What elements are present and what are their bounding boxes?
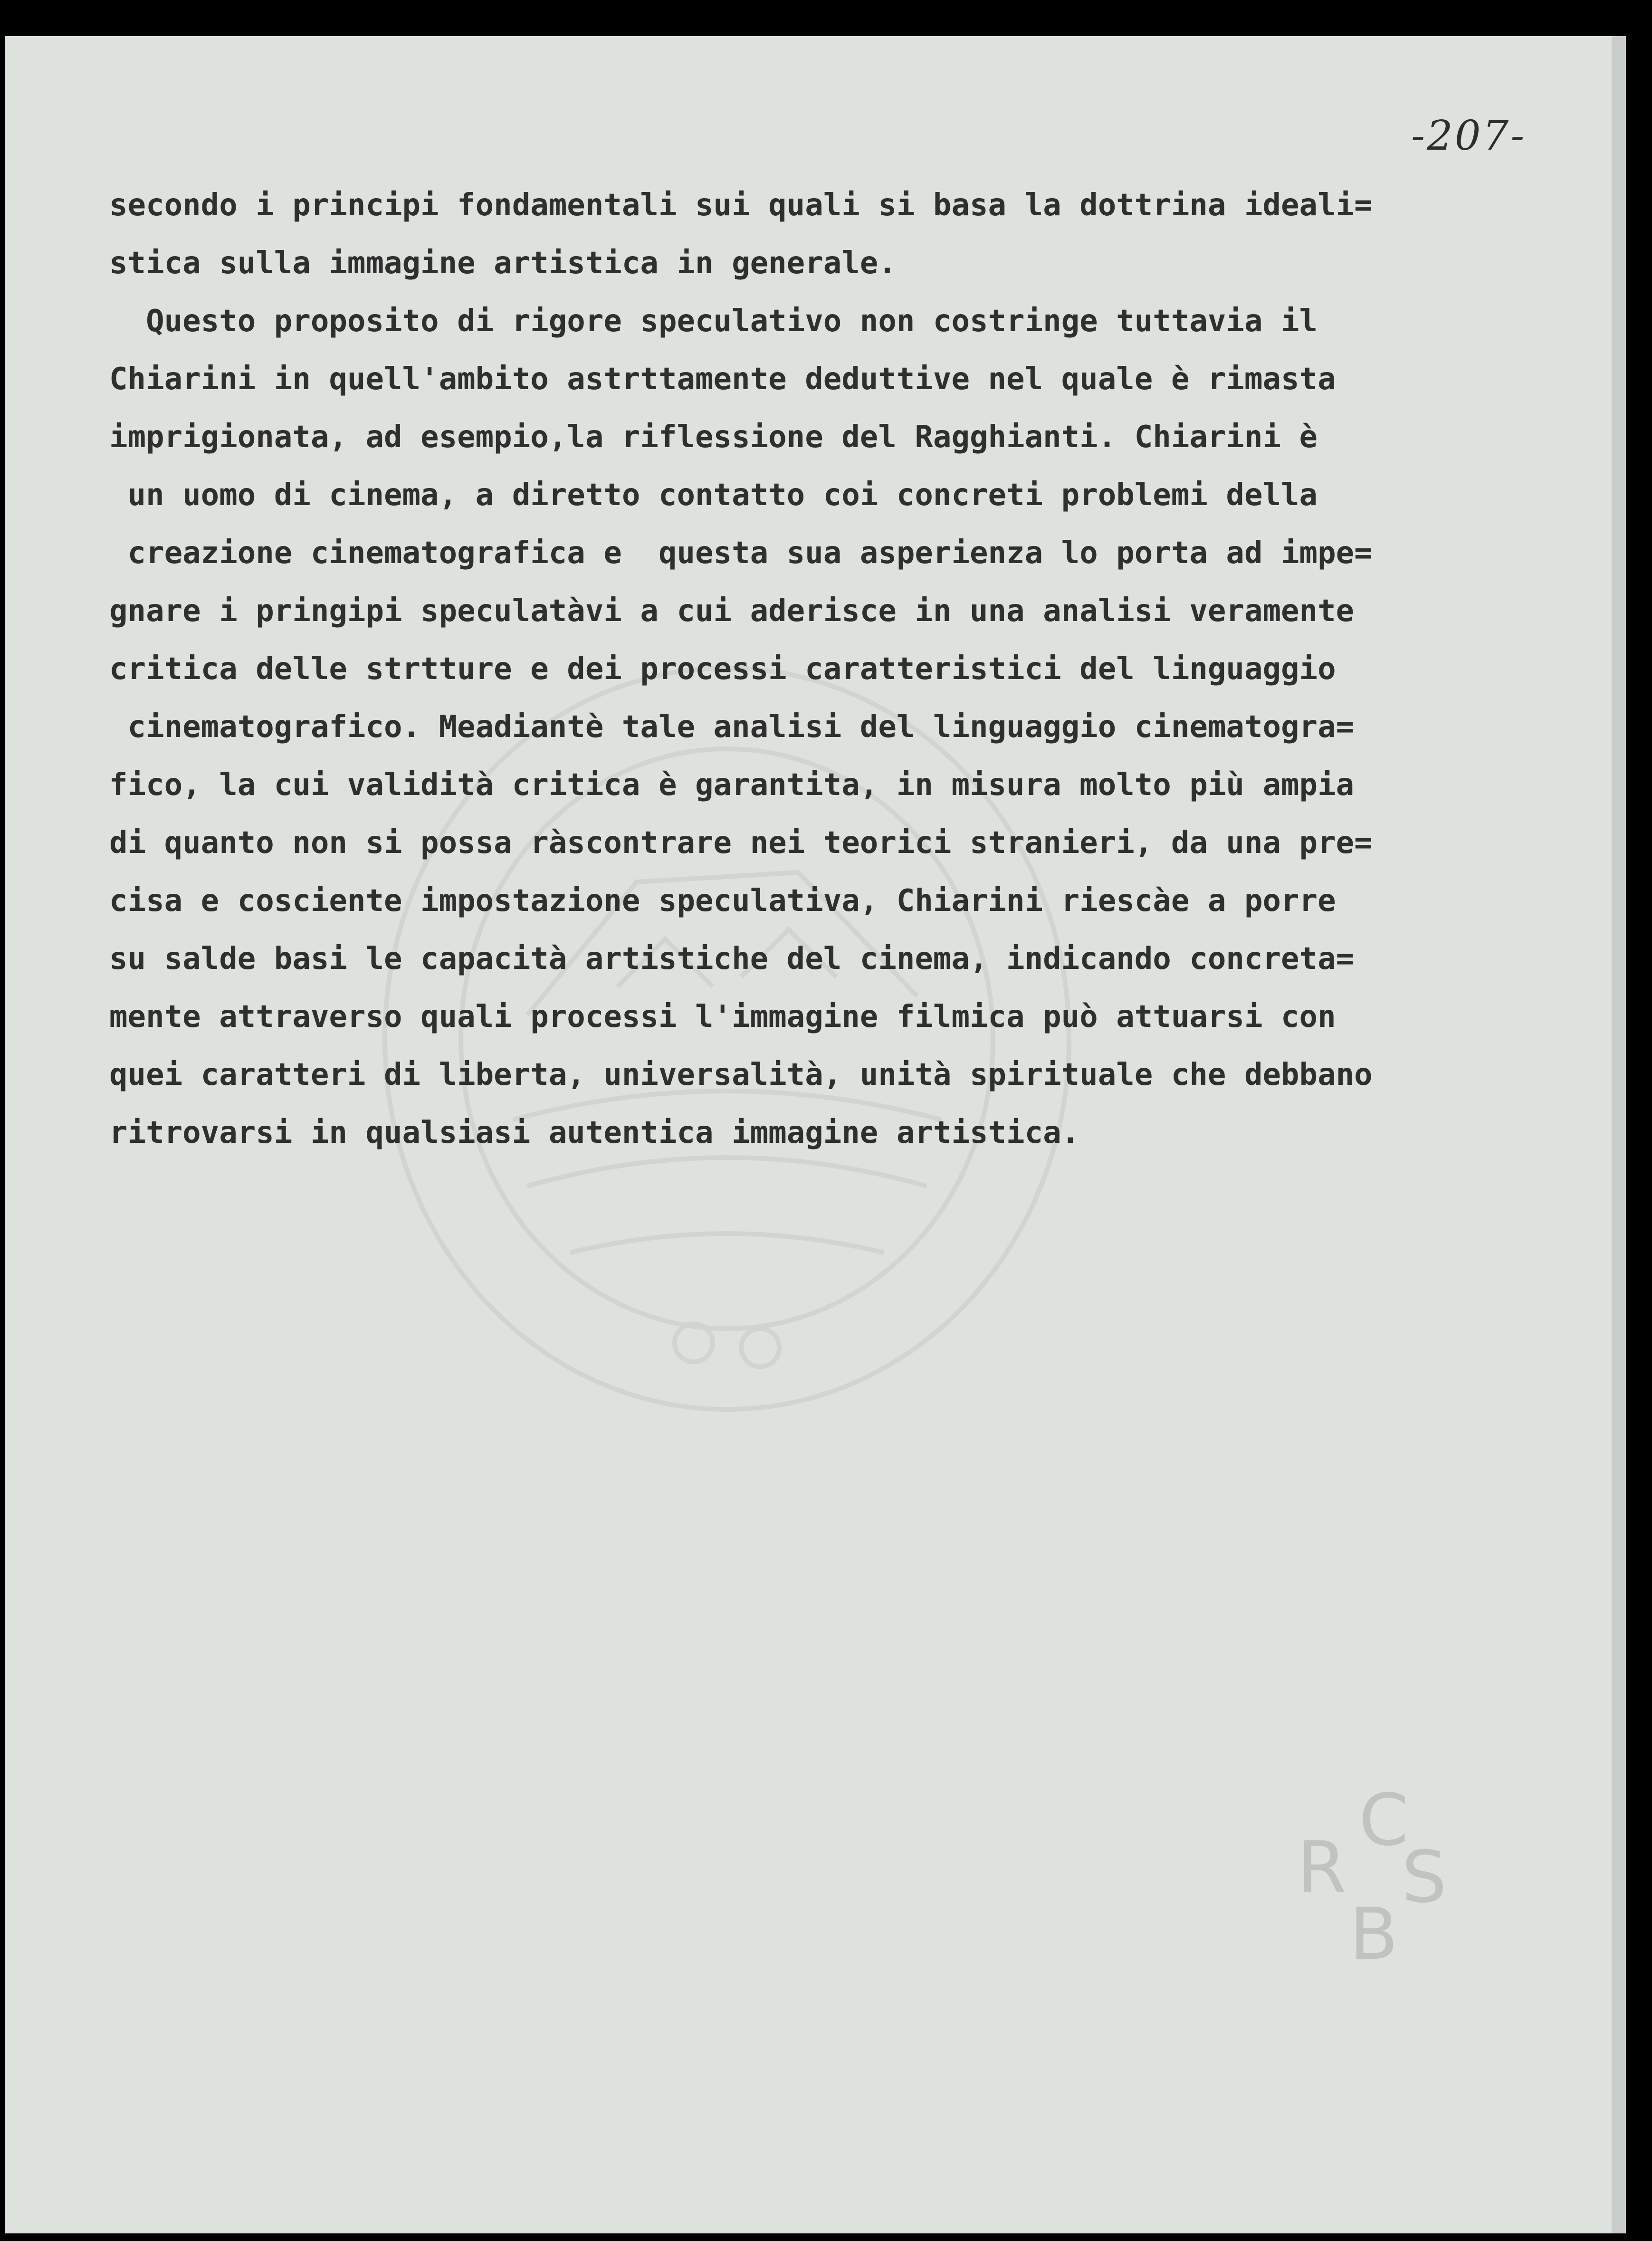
text-line: fico, la cui validità critica è garantita, in misura molto più ampia [109, 767, 1355, 803]
text-line: Questo proposito di rigore speculativo non costringe tuttavia il [109, 304, 1318, 339]
paragraph [109, 176, 1535, 292]
text-line: cinematografico. Meadiantè tale analisi del linguaggio cinematogra= [109, 709, 1355, 745]
scan-edge-strip [1612, 36, 1626, 2233]
text-line: critica delle strtture e dei processi caratteristici del linguaggio [109, 651, 1336, 687]
text-line: gnare i pringipi speculatàvi a cui aderisce in una analisi veramente [109, 594, 1355, 629]
text-line: quei caratteri di liberta, universalità, unità spirituale che debbano [109, 1057, 1373, 1092]
text-line: cisa e cosciente impostazione speculativa, Chiarini riescàe a porre [109, 883, 1336, 919]
typed-text-body [109, 176, 1535, 1162]
paragraph [109, 292, 1535, 1162]
faded-stamp-letters [1288, 1779, 1478, 2003]
text-line: Chiarini in quell'ambito astrttamente deduttive nel quale è rimasta [109, 362, 1336, 397]
text-line: stica sulla immagine artistica in generale. [109, 246, 897, 281]
text-line: mente attraverso quali processi l'immagine filmica può attuarsi con [109, 999, 1336, 1034]
text-line: imprigionata, ad esempio,la riflessione del Ragghianti. Chiarini è [109, 420, 1318, 455]
text-line: secondo i principi fondamentali sui quali si basa la dottrina ideali= [109, 188, 1373, 223]
text-line: ritrovarsi in qualsiasi autentica immagine artistica. [109, 1115, 1080, 1150]
stamp-letter: R [1297, 1827, 1347, 1909]
stamp-letter: B [1349, 1893, 1398, 1976]
page-number: -207- [1411, 112, 1527, 160]
text-line: su salde basi le capacità artistiche del cinema, indicando concreta= [109, 941, 1355, 977]
document-page [5, 36, 1612, 2233]
text-line: di quanto non si possa ràscontrare nei teorici stranieri, da una pre= [109, 825, 1373, 861]
stamp-letter: S [1402, 1836, 1447, 1919]
stamp-letter: C [1359, 1779, 1409, 1862]
text-line: creazione cinematografica e questa sua asperienza lo porta ad impe= [109, 536, 1373, 571]
text-line: un uomo di cinema, a diretto contatto coi concreti problemi della [109, 478, 1318, 513]
